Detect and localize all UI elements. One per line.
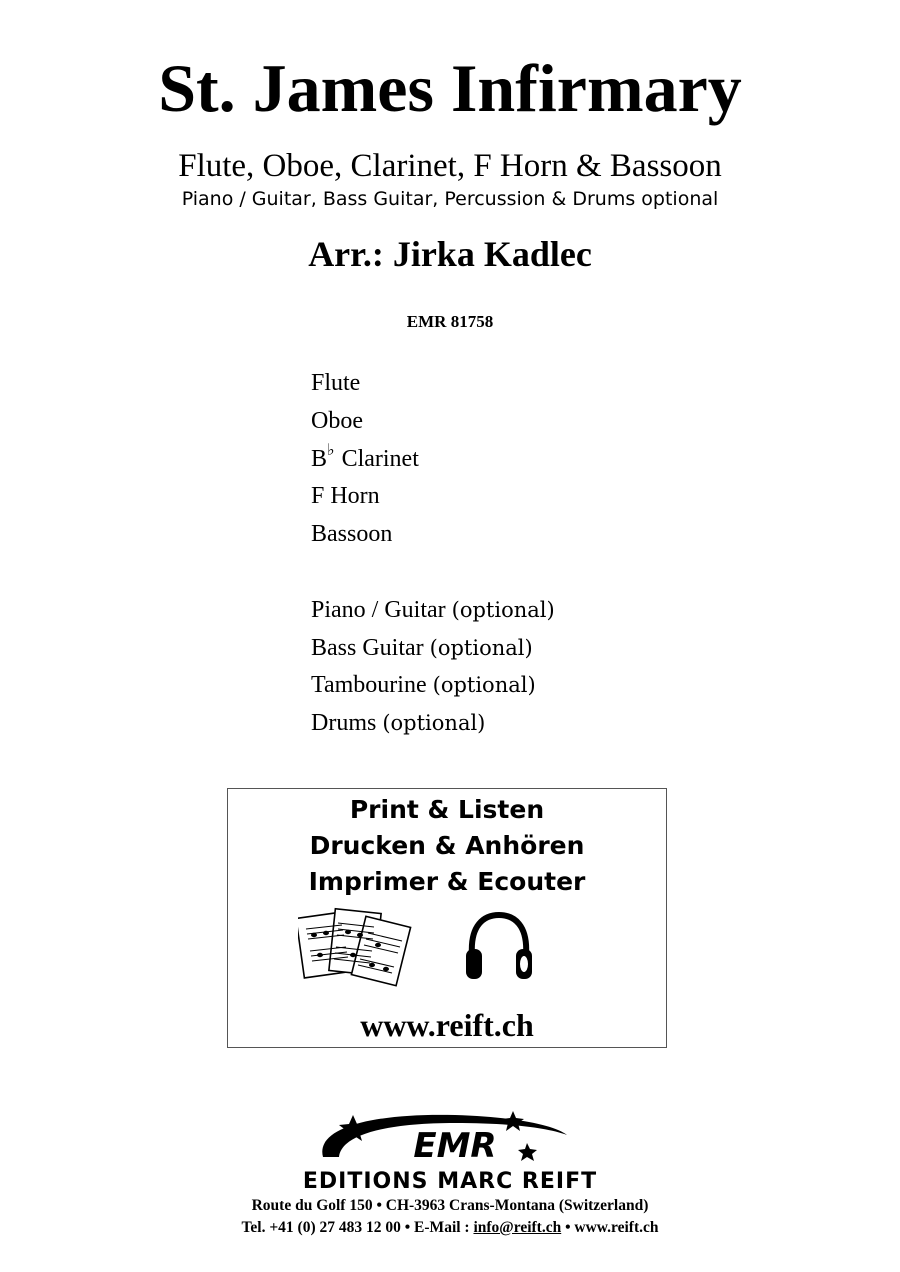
part-item: Bassoon [311,521,393,548]
list-spacer [311,554,555,592]
part-item: Flute [311,370,361,396]
publisher-name: EDITIONS MARC REIFT [302,1169,598,1194]
optional-part-item: Drums (optional) [311,710,486,737]
page-title: St. James Infirmary [158,50,742,126]
promo-website: www.reift.ch [360,1007,534,1043]
part-item: B♭ Clarinet [311,441,419,472]
publisher-contact: Tel. +41 (0) 27 483 12 00 • E-Mail : info@reift.ch • www.reift.ch [241,1219,659,1236]
part-item: Oboe [311,407,363,434]
promo-line-de: Drucken & Anhören [309,831,585,860]
arranger: Arr.: Jirka Kadlec [308,234,592,274]
print-listen-box [227,788,667,1048]
instrumentation: Flute, Oboe, Clarinet, F Horn & Bassoon [178,148,722,184]
optional-instrumentation: Piano / Guitar, Bass Guitar, Percussion & Drums optional [181,188,719,210]
catalog-number: EMR 81758 [406,312,494,331]
optional-part-item: Tambourine (optional) [311,672,536,699]
optional-part-item: Piano / Guitar (optional) [311,596,555,623]
promo-icons [228,907,666,987]
publisher-address: Route du Golf 150 • CH-3963 Crans-Montana (Switzerland) [251,1197,649,1214]
promo-line-en: Print & Listen [349,795,545,824]
svg-text:EMR: EMR [413,1126,497,1166]
emr-logo-icon [305,1105,595,1175]
email-link[interactable]: info@reift.ch [473,1219,562,1236]
headphones-icon [464,911,534,985]
sheet-music-icon [298,907,418,987]
promo-line-fr: Imprimer & Ecouter [308,867,586,896]
parts-list [311,365,555,743]
optional-part-item: Bass Guitar (optional) [311,634,533,661]
flat-sign: ♭ [327,441,335,459]
part-item: F Horn [311,483,380,510]
